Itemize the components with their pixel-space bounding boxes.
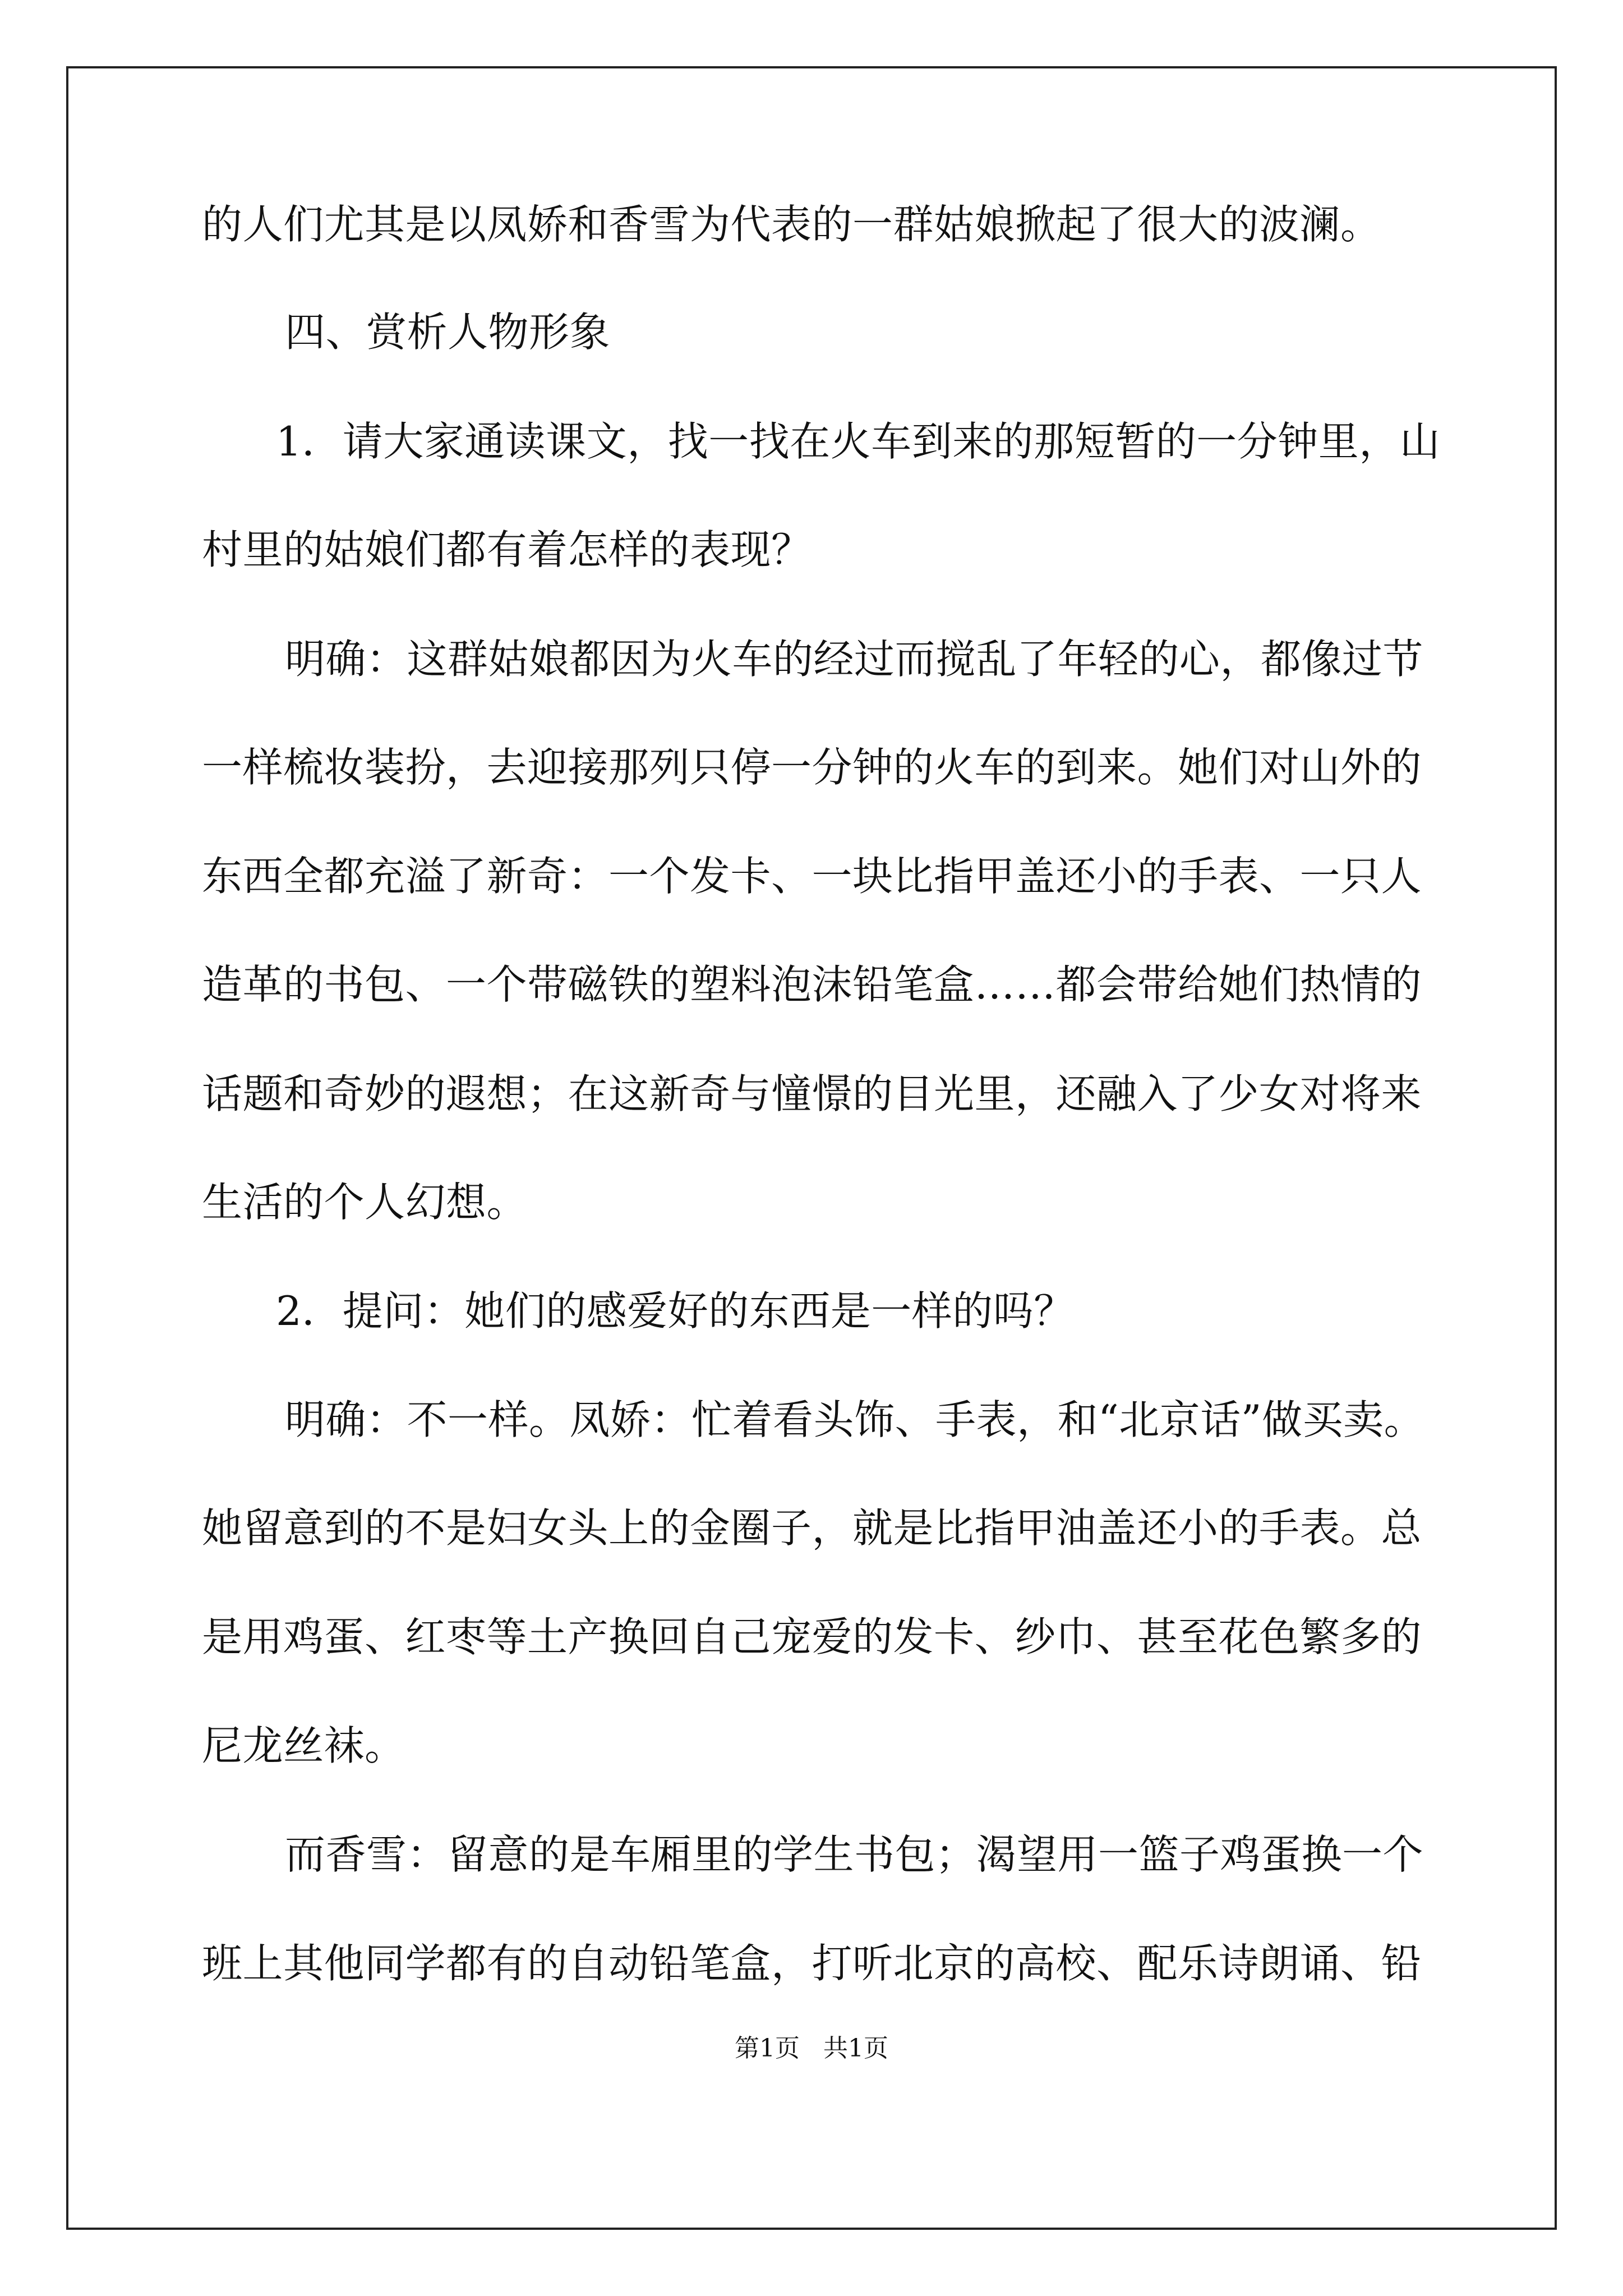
- text-line: 话题和奇妙的遐想；在这新奇与憧憬的目光里，还融入了少女对将来: [202, 1070, 1422, 1117]
- question-line: 1．请大家通读课文，找一找在火车到来的那短暂的一分钟里，山: [276, 418, 1441, 465]
- answer-line: 明确：这群姑娘都因为火车的经过而搅乱了年轻的心，都像过节: [285, 636, 1424, 683]
- text-line: 而香雪：留意的是车厢里的学生书包；渴望用一篮子鸡蛋换一个: [285, 1831, 1424, 1878]
- text-line: 东西全都充溢了新奇：一个发卡、一块比指甲盖还小的手表、一只人: [202, 853, 1422, 900]
- text-line: 的人们尤其是以凤娇和香雪为代表的一群姑娘掀起了很大的波澜。: [202, 201, 1381, 248]
- question-line: 2．提问：她们的感爱好的东西是一样的吗？: [276, 1287, 1075, 1335]
- section-heading: 四、赏析人物形象: [285, 309, 611, 356]
- text-line: 班上其他同学都有的自动铅笔盒，打听北京的高校、配乐诗朗诵、铅: [202, 1940, 1422, 1987]
- text-line: 生活的个人幻想。: [202, 1179, 528, 1226]
- text-line: 是用鸡蛋、红枣等土产换回自己宠爱的发卡、纱巾、甚至花色繁多的: [202, 1613, 1422, 1660]
- text-line: 尼龙丝袜。: [202, 1722, 405, 1769]
- answer-line: 明确：不一样。凤娇：忙着看头饰、手表，和“北京话”做买卖。: [285, 1396, 1425, 1443]
- page-border: [66, 66, 1557, 2230]
- text-line: 一样梳妆装扮，去迎接那列只停一分钟的火车的到来。她们对山外的: [202, 744, 1422, 791]
- text-line: 村里的姑娘们都有着怎样的表现？: [202, 526, 812, 573]
- text-line: 造革的书包、一个带磁铁的塑料泡沫铅笔盒……都会带给她们热情的: [202, 961, 1422, 1008]
- page-footer: 第1页 共1页: [735, 2034, 888, 2063]
- text-line: 她留意到的不是妇女头上的金圈子，就是比指甲油盖还小的手表。总: [202, 1504, 1422, 1552]
